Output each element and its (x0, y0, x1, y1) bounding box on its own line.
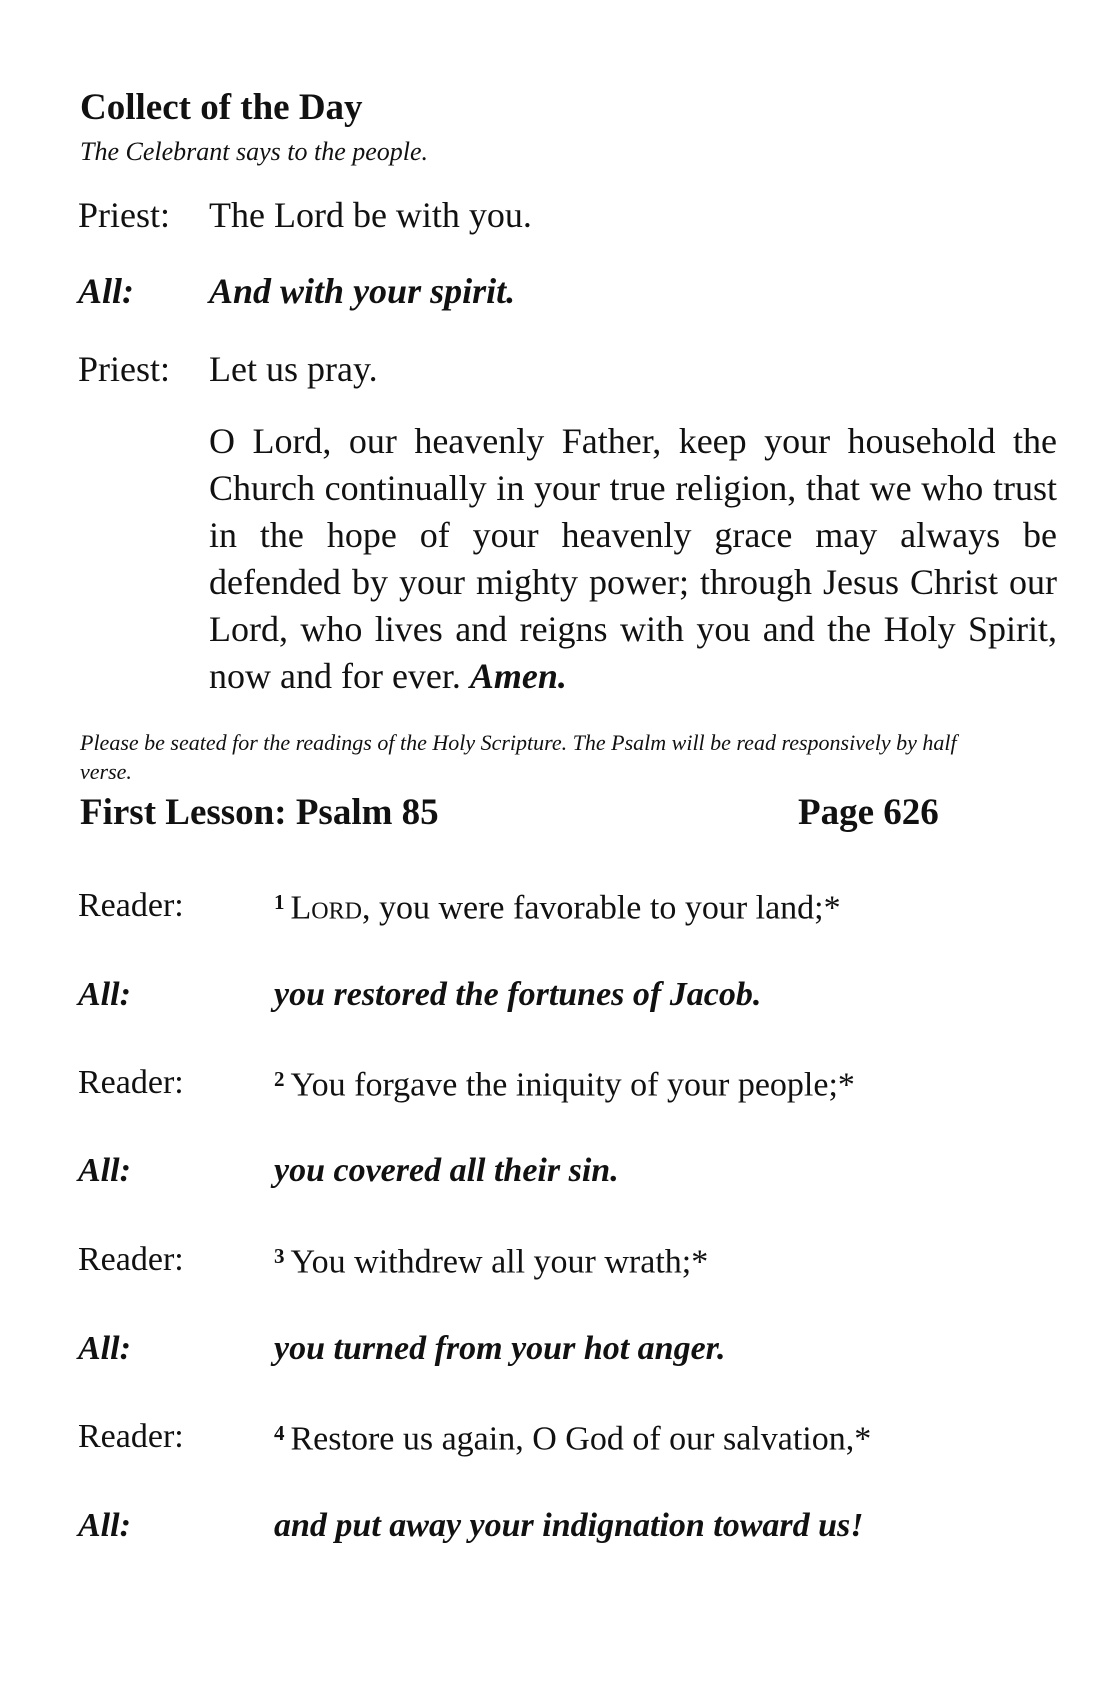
psalm-response: you restored the fortunes of Jacob. (274, 976, 762, 1013)
collect-rubric: The Celebrant says to the people. (80, 137, 429, 166)
readings-rubric: Please be seated for the readings of the Holy Scripture. The Psalm will be read responsively by half verse. (80, 730, 957, 784)
psalm-verse (274, 1241, 708, 1281)
psalm-speaker: Reader: (78, 887, 184, 924)
lord-small-caps: Lord (290, 889, 362, 927)
collect-heading: Collect of the Day (80, 87, 363, 128)
lesson-title: First Lesson: Psalm 85 (80, 792, 439, 833)
psalm-response: you covered all their sin. (274, 1152, 619, 1189)
psalm-speaker: Reader: (78, 1064, 184, 1101)
verse-number: 2 (274, 1067, 285, 1091)
verse-number: 3 (274, 1244, 285, 1268)
verse-number: 1 (274, 890, 285, 914)
psalm-verse (274, 887, 841, 927)
psalm-response: you turned from your hot anger. (274, 1330, 726, 1367)
psalm-response: and put away your indignation toward us! (274, 1507, 864, 1544)
psalm-verse-text: , you were favorable to your land;* (361, 889, 841, 927)
exchange-speaker: Priest: (78, 349, 171, 389)
collect-prayer (209, 418, 1057, 700)
psalm-verse-text: You withdrew all your wrath;* (290, 1243, 709, 1281)
lesson-page: Page 626 (798, 792, 939, 833)
collect-prayer-text: O Lord, our heavenly Father, keep your household the Church continually in your true religion, that we who trust in the hope of your heavenly grace may always be defended by your mighty power; through Jesus Christ our Lord, who lives and reigns with you and the Holy Spirit, now and for ever. (209, 421, 1057, 696)
verse-number: 4 (274, 1421, 285, 1445)
exchange-line: The Lord be with you. (209, 195, 532, 235)
psalm-verse-text: Restore us again, O God of our salvation,* (290, 1420, 872, 1458)
psalm-speaker: All: (78, 976, 131, 1013)
psalm-speaker: All: (78, 1152, 131, 1189)
psalm-verse-text: You forgave the iniquity of your people;* (290, 1066, 855, 1104)
psalm-speaker: Reader: (78, 1241, 184, 1278)
psalm-speaker: All: (78, 1507, 131, 1544)
exchange-line: And with your spirit. (209, 271, 516, 311)
exchange-line: Let us pray. (209, 349, 378, 389)
amen: Amen. (469, 656, 567, 696)
psalm-verse (274, 1418, 871, 1458)
exchange-speaker: All: (78, 271, 135, 311)
psalm-speaker: All: (78, 1330, 131, 1367)
psalm-speaker: Reader: (78, 1418, 184, 1455)
psalm-verse (274, 1064, 855, 1104)
exchange-speaker: Priest: (78, 195, 171, 235)
